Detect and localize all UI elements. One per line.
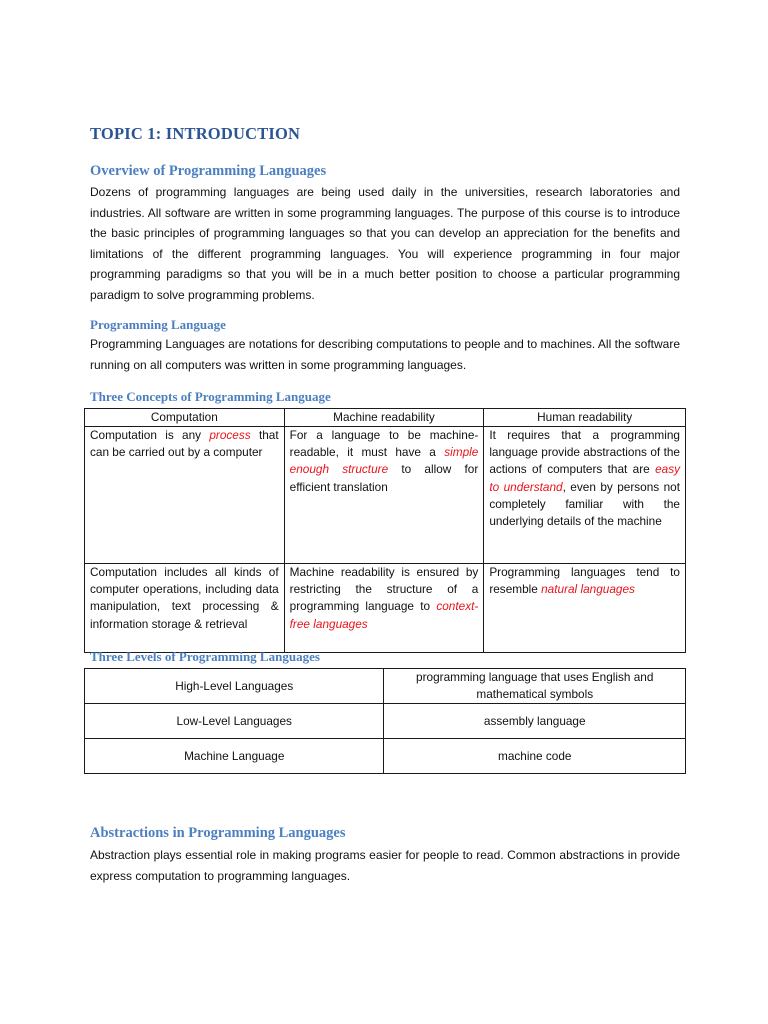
level-name: Low-Level Languages	[85, 704, 384, 739]
cell-human-2: Programming languages tend to resemble natural languages	[484, 564, 686, 653]
table-row	[85, 739, 686, 774]
overview-paragraph: Dozens of programming languages are being used daily in the universities, research laboratories and industries. All software are written in some programming languages. The purpose of this course is to introduce the basic principles of programming languages so that you can develop an appreciation for the benefits and limitations of the different programming languages. You will experience programming in four major programming paradigms so that you will be in a much better position to choose a particular programming paradigm to solve programming problems.	[90, 185, 680, 302]
level-description: machine code	[384, 739, 686, 774]
level-description: assembly language	[384, 704, 686, 739]
levels-table	[84, 668, 686, 774]
level-name: Machine Language	[85, 739, 384, 774]
table-row	[85, 427, 686, 564]
cell-computation-1: Computation is any process that can be carried out by a computer	[85, 427, 285, 564]
three-levels-heading: Three Levels of Programming Languages	[90, 649, 320, 664]
cell-human-1: It requires that a programming language provide abstractions of the actions of computers that are easy to understand, even by persons not completely familiar with the underlying details of the machine	[484, 427, 686, 564]
header-computation: Computation	[85, 409, 285, 427]
level-description: programming language that uses English and mathematical symbols	[384, 669, 686, 704]
three-concepts-heading: Three Concepts of Programming Language	[90, 389, 331, 404]
concepts-header-row	[85, 409, 686, 427]
programming-language-heading: Programming Language	[90, 317, 226, 332]
concepts-table	[84, 408, 686, 653]
overview-heading: Overview of Programming Languages	[90, 163, 327, 179]
header-machine-readability: Machine readability	[284, 409, 484, 427]
page-title: TOPIC 1: INTRODUCTION	[90, 124, 301, 143]
table-row	[85, 564, 686, 653]
table-row	[85, 704, 686, 739]
cell-machine-1: For a language to be machine-readable, it must have a simple enough structure to allow for efficient translation	[284, 427, 484, 564]
programming-language-paragraph: Programming Languages are notations for describing computations to people and to machines. All the software running on all computers was written in some programming languages.	[90, 337, 680, 372]
cell-computation-2: Computation includes all kinds of computer operations, including data manipulation, text processing & information storage & retrieval	[85, 564, 285, 653]
table-row	[85, 669, 686, 704]
level-name: High-Level Languages	[85, 669, 384, 704]
cell-machine-2: Machine readability is ensured by restricting the structure of a programming language to context-free languages	[284, 564, 484, 653]
abstractions-paragraph: Abstraction plays essential role in making programs easier for people to read. Common abstractions in provide express computation to programming languages.	[90, 848, 680, 883]
header-human-readability: Human readability	[484, 409, 686, 427]
abstractions-heading: Abstractions in Programming Languages	[90, 825, 346, 841]
